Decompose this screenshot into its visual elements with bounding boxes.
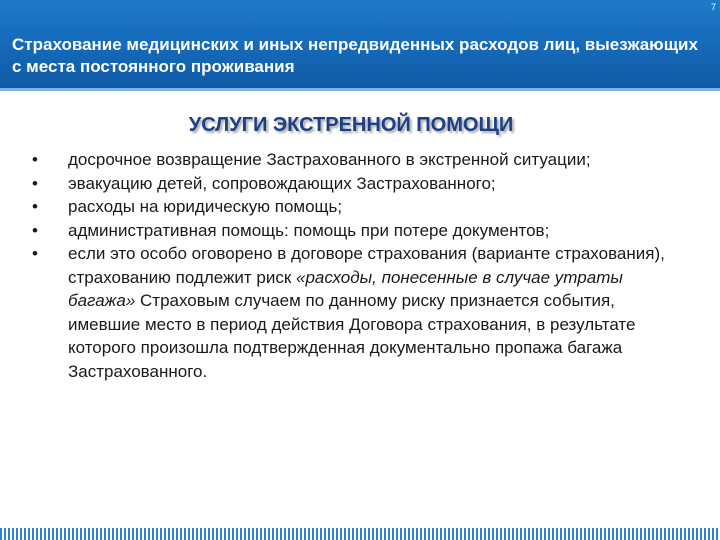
section-title: УСЛУГИ ЭКСТРЕННОЙ ПОМОЩИ (188, 114, 514, 136)
bullet-icon: • (32, 197, 38, 216)
list-item-text: расходы на юридическую помощь; (68, 197, 343, 216)
header-divider (0, 88, 720, 91)
list-item (28, 172, 668, 196)
bullet-list (28, 148, 668, 383)
header-title: Страхование медицинских и иных непредвиденных расходов лиц, выезжающих с места постоянного проживания (12, 35, 698, 76)
list-item (28, 148, 668, 172)
list-item-text: досрочное возвращение Застрахованного в экстренной ситуации; (68, 150, 591, 169)
list-item (28, 195, 668, 219)
list-item (28, 219, 668, 243)
bullet-icon: • (32, 150, 38, 169)
list-item-text: эвакуацию детей, сопровождающих Застрахованного; (68, 173, 496, 193)
bullet-icon: • (32, 173, 38, 193)
list-item (28, 242, 668, 383)
list-item-text-end: Страховым случаем по данному риску признается события, имевшие место в период действия Договора страхования, в результате которого произошла подтвержденная документально пропажа багажа Застрахованного. (68, 291, 636, 381)
list-item-text-start: если это особо оговорено в договоре страхования (варианте страхования), страхованию подлежит риск (68, 244, 665, 287)
bullet-icon: • (32, 220, 38, 240)
bullet-icon: • (32, 244, 38, 263)
list-item-text: административная помощь: помощь при потере документов; (68, 220, 550, 240)
slide-header (0, 0, 720, 88)
list-item-text-italic: «расходы, понесенные в случае утраты багажа» (68, 267, 623, 310)
page-number: 7 (710, 2, 716, 12)
footer-stripe (0, 528, 720, 540)
